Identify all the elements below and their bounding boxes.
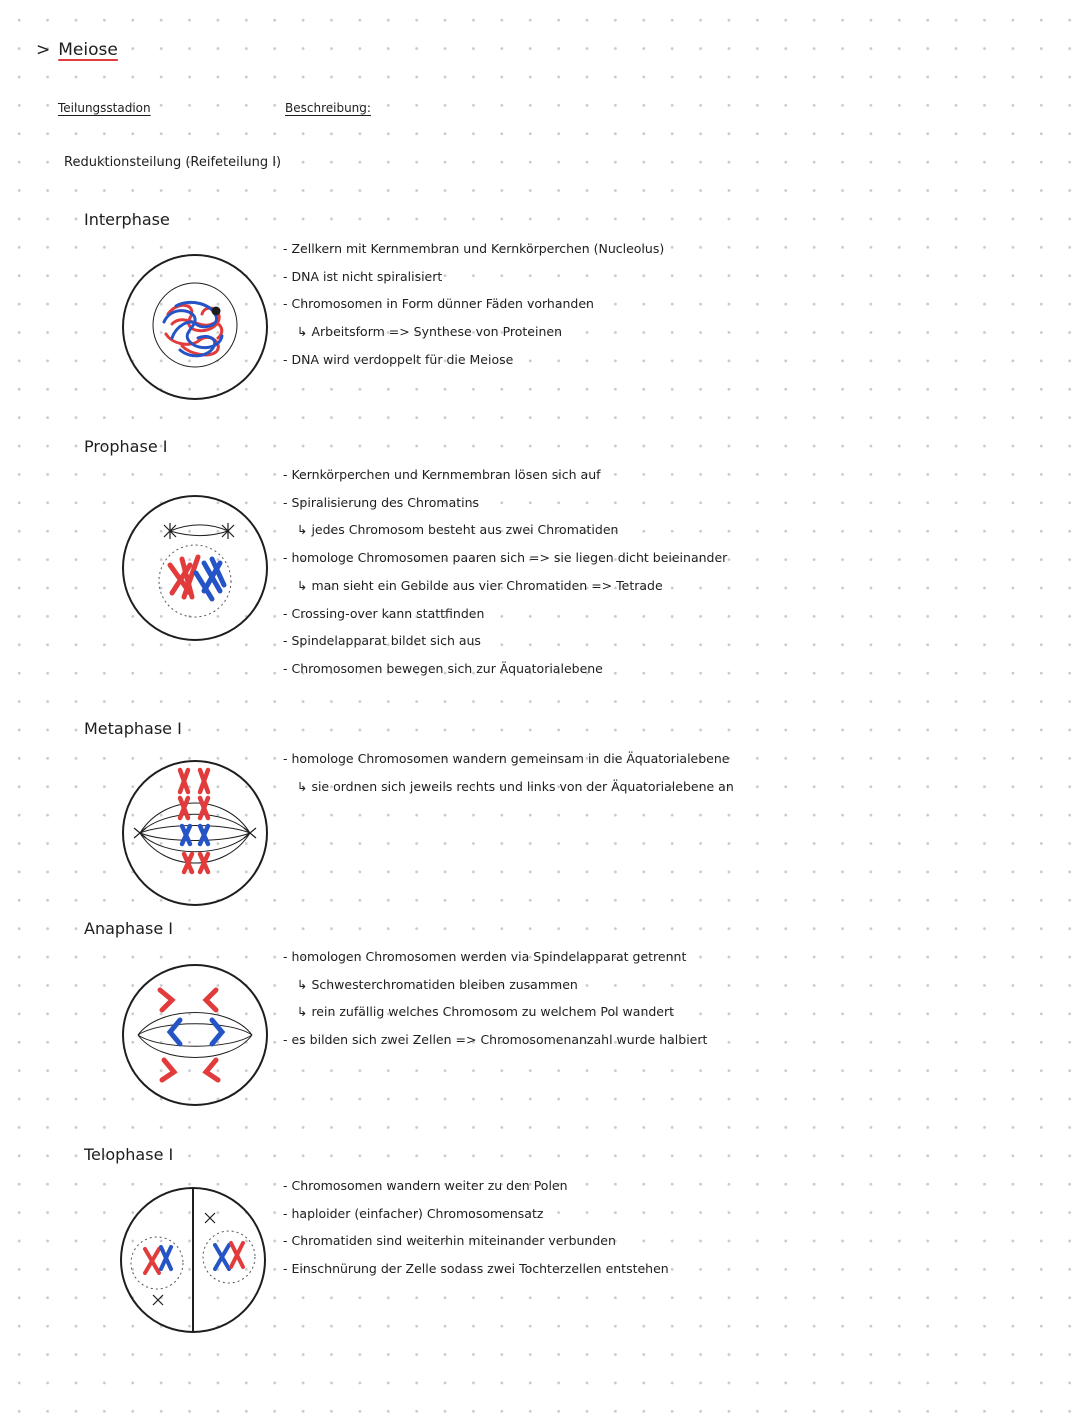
chromosomes-moving-to-poles (160, 990, 222, 1080)
description-telophase (283, 1172, 669, 1283)
centrosome-left (134, 828, 146, 838)
chromosome-pairs (180, 770, 208, 872)
description-line: - homologe Chromosomen wandern gemeinsam in die Äquatorialebene (283, 751, 730, 766)
title-arrow: > (36, 40, 51, 60)
cell-membrane (123, 255, 267, 399)
stage-name-anaphase: Anaphase I (84, 919, 173, 938)
description-column-header: Beschreibung: (285, 101, 371, 115)
description-line: ↳ Schwesterchromatiden bleiben zusammen (297, 976, 578, 992)
spindle-fibers (140, 803, 250, 863)
stage-name-telophase: Telophase I (84, 1145, 174, 1164)
description-line: - Chromatiden sind weiterhin miteinander verbunden (283, 1233, 616, 1249)
description-line: - Einschnürung der Zelle sodass zwei Tochterzellen entstehen (283, 1261, 669, 1277)
description-line: - homologen Chromosomen werden via Spindelapparat getrennt (283, 949, 687, 964)
page-title (36, 40, 118, 60)
chromosomes-right (215, 1243, 243, 1269)
centrosome-left (164, 523, 176, 539)
description-prophase (283, 461, 727, 683)
centrosome-right (244, 828, 256, 838)
description-line: - Chromosomen in Form dünner Fäden vorhanden (283, 296, 594, 312)
description-line: - haploider (einfacher) Chromosomensatz (283, 1205, 544, 1221)
centrosome-top (205, 1213, 215, 1223)
cell-membrane (123, 761, 267, 905)
description-line: - Kernkörperchen und Kernmembran lösen sich auf (283, 467, 601, 482)
description-line: - Zellkern mit Kernmembran und Kernkörperchen (Nucleolus) (283, 241, 665, 256)
description-line: - Chromosomen bewegen sich zur Äquatorialebene (283, 660, 603, 676)
description-anaphase (283, 943, 707, 1054)
description-line: - homologe Chromosomen paaren sich => sie liegen dicht beieinander (283, 550, 728, 566)
interphase-cell-illustration (120, 252, 270, 402)
metaphase-cell-illustration (120, 758, 270, 908)
description-line: ↳ jedes Chromosom besteht aus zwei Chromatiden (297, 522, 619, 538)
anaphase-cell-illustration (120, 960, 270, 1110)
description-line: - DNA ist nicht spiralisiert (283, 268, 443, 284)
description-interphase (283, 235, 664, 374)
description-line: ↳ man sieht ein Gebilde aus vier Chromatiden => Tetrade (297, 577, 663, 593)
description-line: - DNA wird verdoppelt für die Meiose (283, 351, 514, 367)
description-line: ↳ rein zufällig welches Chromosom zu welchem Pol wandert (297, 1004, 675, 1020)
spindle-fibers (170, 525, 228, 536)
stage-name-interphase: Interphase (84, 210, 170, 229)
daughter-nucleus-left (131, 1237, 183, 1289)
prophase-cell-illustration (120, 493, 270, 643)
section-title: Reduktionsteilung (Reifeteilung I) (64, 155, 282, 170)
spindle-fibers (138, 1013, 252, 1058)
title-text: Meiose (58, 40, 118, 60)
description-line: - Chromosomen wandern weiter zu den Polen (283, 1178, 568, 1193)
stage-name-prophase: Prophase I (84, 437, 168, 456)
centrosome-bottom (153, 1295, 163, 1305)
description-line: ↳ Arbeitsform => Synthese von Proteinen (297, 324, 563, 340)
daughter-nucleus-right (203, 1231, 255, 1283)
tetrads (170, 557, 224, 599)
telophase-cell-illustration (115, 1185, 275, 1335)
description-metaphase (283, 745, 734, 800)
stage-name-metaphase: Metaphase I (84, 719, 182, 738)
centrosome-right (222, 523, 234, 539)
description-line: ↳ sie ordnen sich jeweils rechts und links von der Äquatorialebene an (297, 778, 734, 794)
cell-membrane (123, 965, 267, 1105)
stage-column-header: Teilungsstadion (58, 101, 151, 115)
description-line: - es bilden sich zwei Zellen => Chromosomenanzahl wurde halbiert (283, 1032, 708, 1048)
chromosomes-left (145, 1247, 171, 1273)
nucleolus (212, 307, 221, 316)
description-line: - Crossing-over kann stattfinden (283, 605, 485, 621)
description-line: - Spindelapparat bildet sich aus (283, 633, 481, 649)
description-line: - Spiralisierung des Chromatins (283, 494, 480, 510)
